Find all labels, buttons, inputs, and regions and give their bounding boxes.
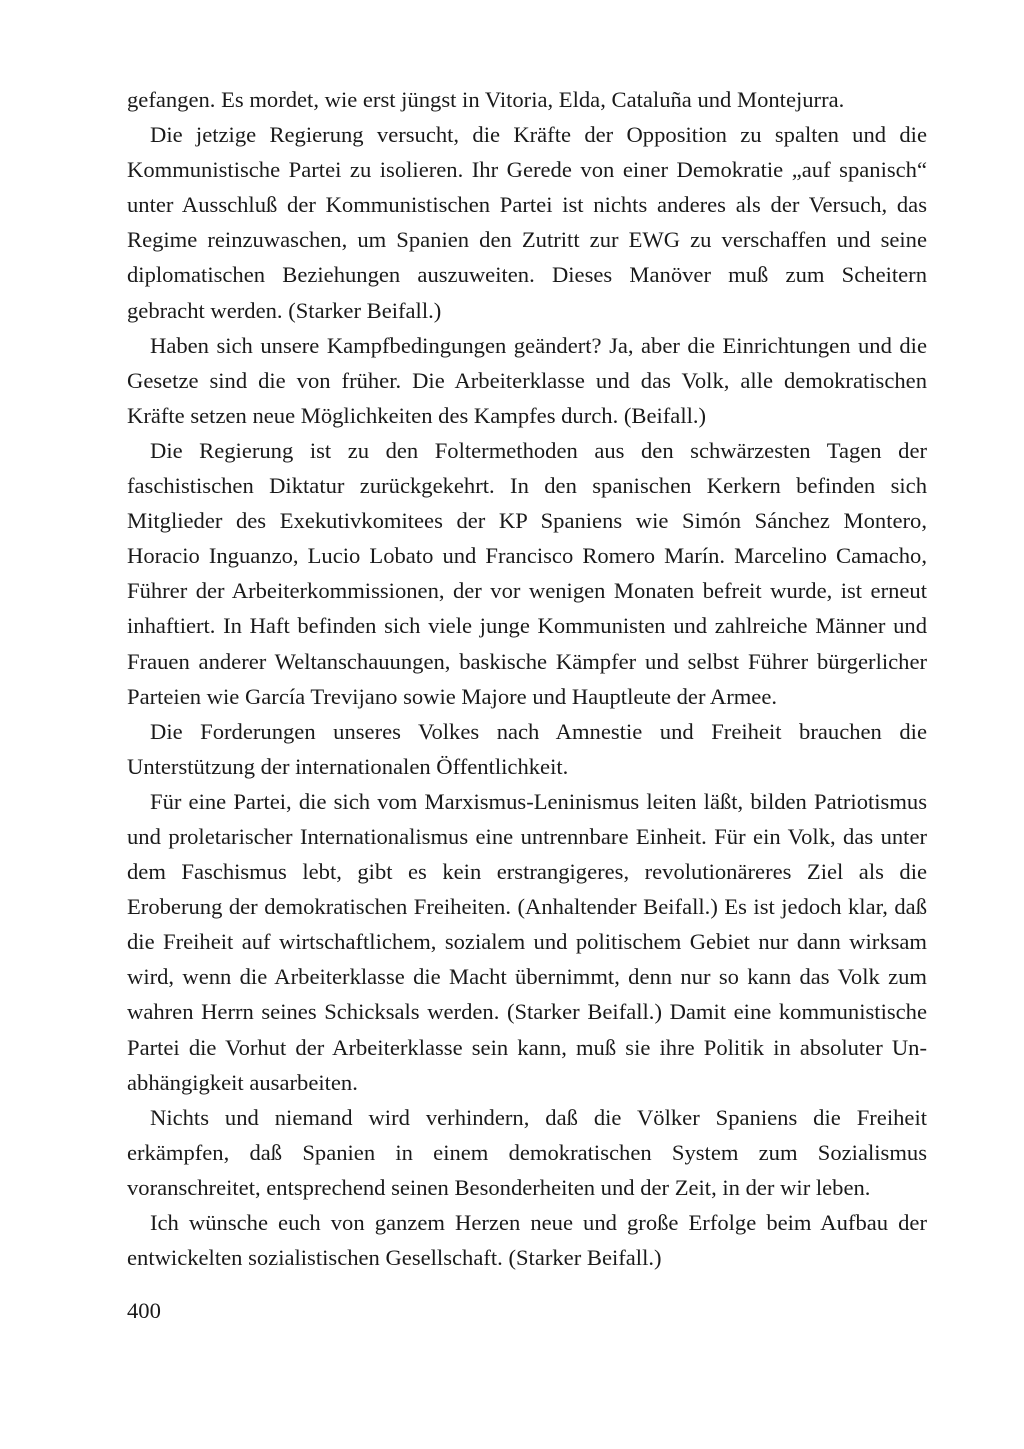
paragraph-2: Die jetzige Regierung versucht, die Kräfte der Opposition zu spalten und die Kommunistische Partei zu isolieren. Ihr Gerede von einer Demokratie „auf spanisch“ unter Ausschluß der Kommunistischen Partei ist nichts anderes als der Versuch, das Regime reinzuwaschen, um Spanien den Zutritt zur EWG zu verschaffen und seine diplomatischen Beziehungen auszuweiten. Dieses Manöver muß zum Scheitern gebracht werden. (Starker Beifall.) bbox=[127, 122, 927, 323]
paragraph-1: gefangen. Es mordet, wie erst jüngst in Vitoria, Elda, Cataluña und Montejurra. bbox=[127, 87, 845, 112]
paragraph-8: Ich wünsche euch von ganzem Herzen neue und große Erfolge beim Aufbau der entwickelten sozialistischen Gesellschaft. (Starker Beifall.) bbox=[127, 1210, 927, 1271]
paragraph-6: Für eine Partei, die sich vom Marxismus-Leninismus leiten läßt, bilden Patriotismus und proletarischer Internationalismus eine untrennbare Einheit. Für ein Volk, das unter dem Faschismus lebt, gibt es kein erstrangigeres, revolutionäreres Ziel als die Eroberung der demokratischen Freiheiten. (Anhaltender Beifall.) Es ist jedoch klar, daß die Freiheit auf wirtschaftlichem, sozialem und politischem Gebiet nur dann wirksam wird, wenn die Arbeiterklasse die Macht übernimmt, denn nur so kann das Volk zum wahren Herrn seines Schicksals werden. (Starker Beifall.) Damit eine kommunistische Partei die Vorhut der Arbeiterklasse sein kann, muß sie ihre Politik in absoluter Unabhängigkeit ausarbeiten. bbox=[127, 788, 927, 1095]
paragraph-3: Haben sich unsere Kampfbedingungen geändert? Ja, aber die Einrichtungen und die Gesetze sind die von früher. Die Arbeiterklasse und das Volk, alle demokratischen Kräfte setzen neue Möglichkeiten des Kampfes durch. (Beifall.) bbox=[127, 332, 927, 428]
document-page bbox=[127, 82, 927, 1275]
page-number: 400 bbox=[127, 1298, 161, 1323]
paragraph-5: Die Forderungen unseres Volkes nach Amnestie und Freiheit brauchen die Unterstützung der internationalen Öffentlichkeit. bbox=[127, 718, 927, 779]
paragraph-4: Die Regierung ist zu den Foltermethoden aus den schwärzesten Tagen der faschistischen Diktatur zurückgekehrt. In den spanischen Kerkern befinden sich Mitglieder des Exekutivkomitees der KP Spaniens wie Simón Sánchez Montero, Horacio Inguanzo, Lucio Lobato und Francisco Romero Marín. Marcelino Camacho, Führer der Arbeiterkommissionen, der vor wenigen Monaten befreit wurde, ist erneut inhaftiert. In Haft befinden sich viele junge Kommunisten und zahlreiche Männer und Frauen anderer Weltanschauungen, baskische Kämpfer und selbst Führer bürgerlicher Parteien wie García Trevijano sowie Majore und Hauptleute der Armee. bbox=[127, 437, 927, 709]
paragraph-7: Nichts und niemand wird verhindern, daß die Völker Spaniens die Freiheit erkämpfen, daß Spanien in einem demokratischen System zum Sozialismus voranschreitet, entsprechend seinen Besonderheiten und der Zeit, in der wir leben. bbox=[127, 1104, 927, 1200]
